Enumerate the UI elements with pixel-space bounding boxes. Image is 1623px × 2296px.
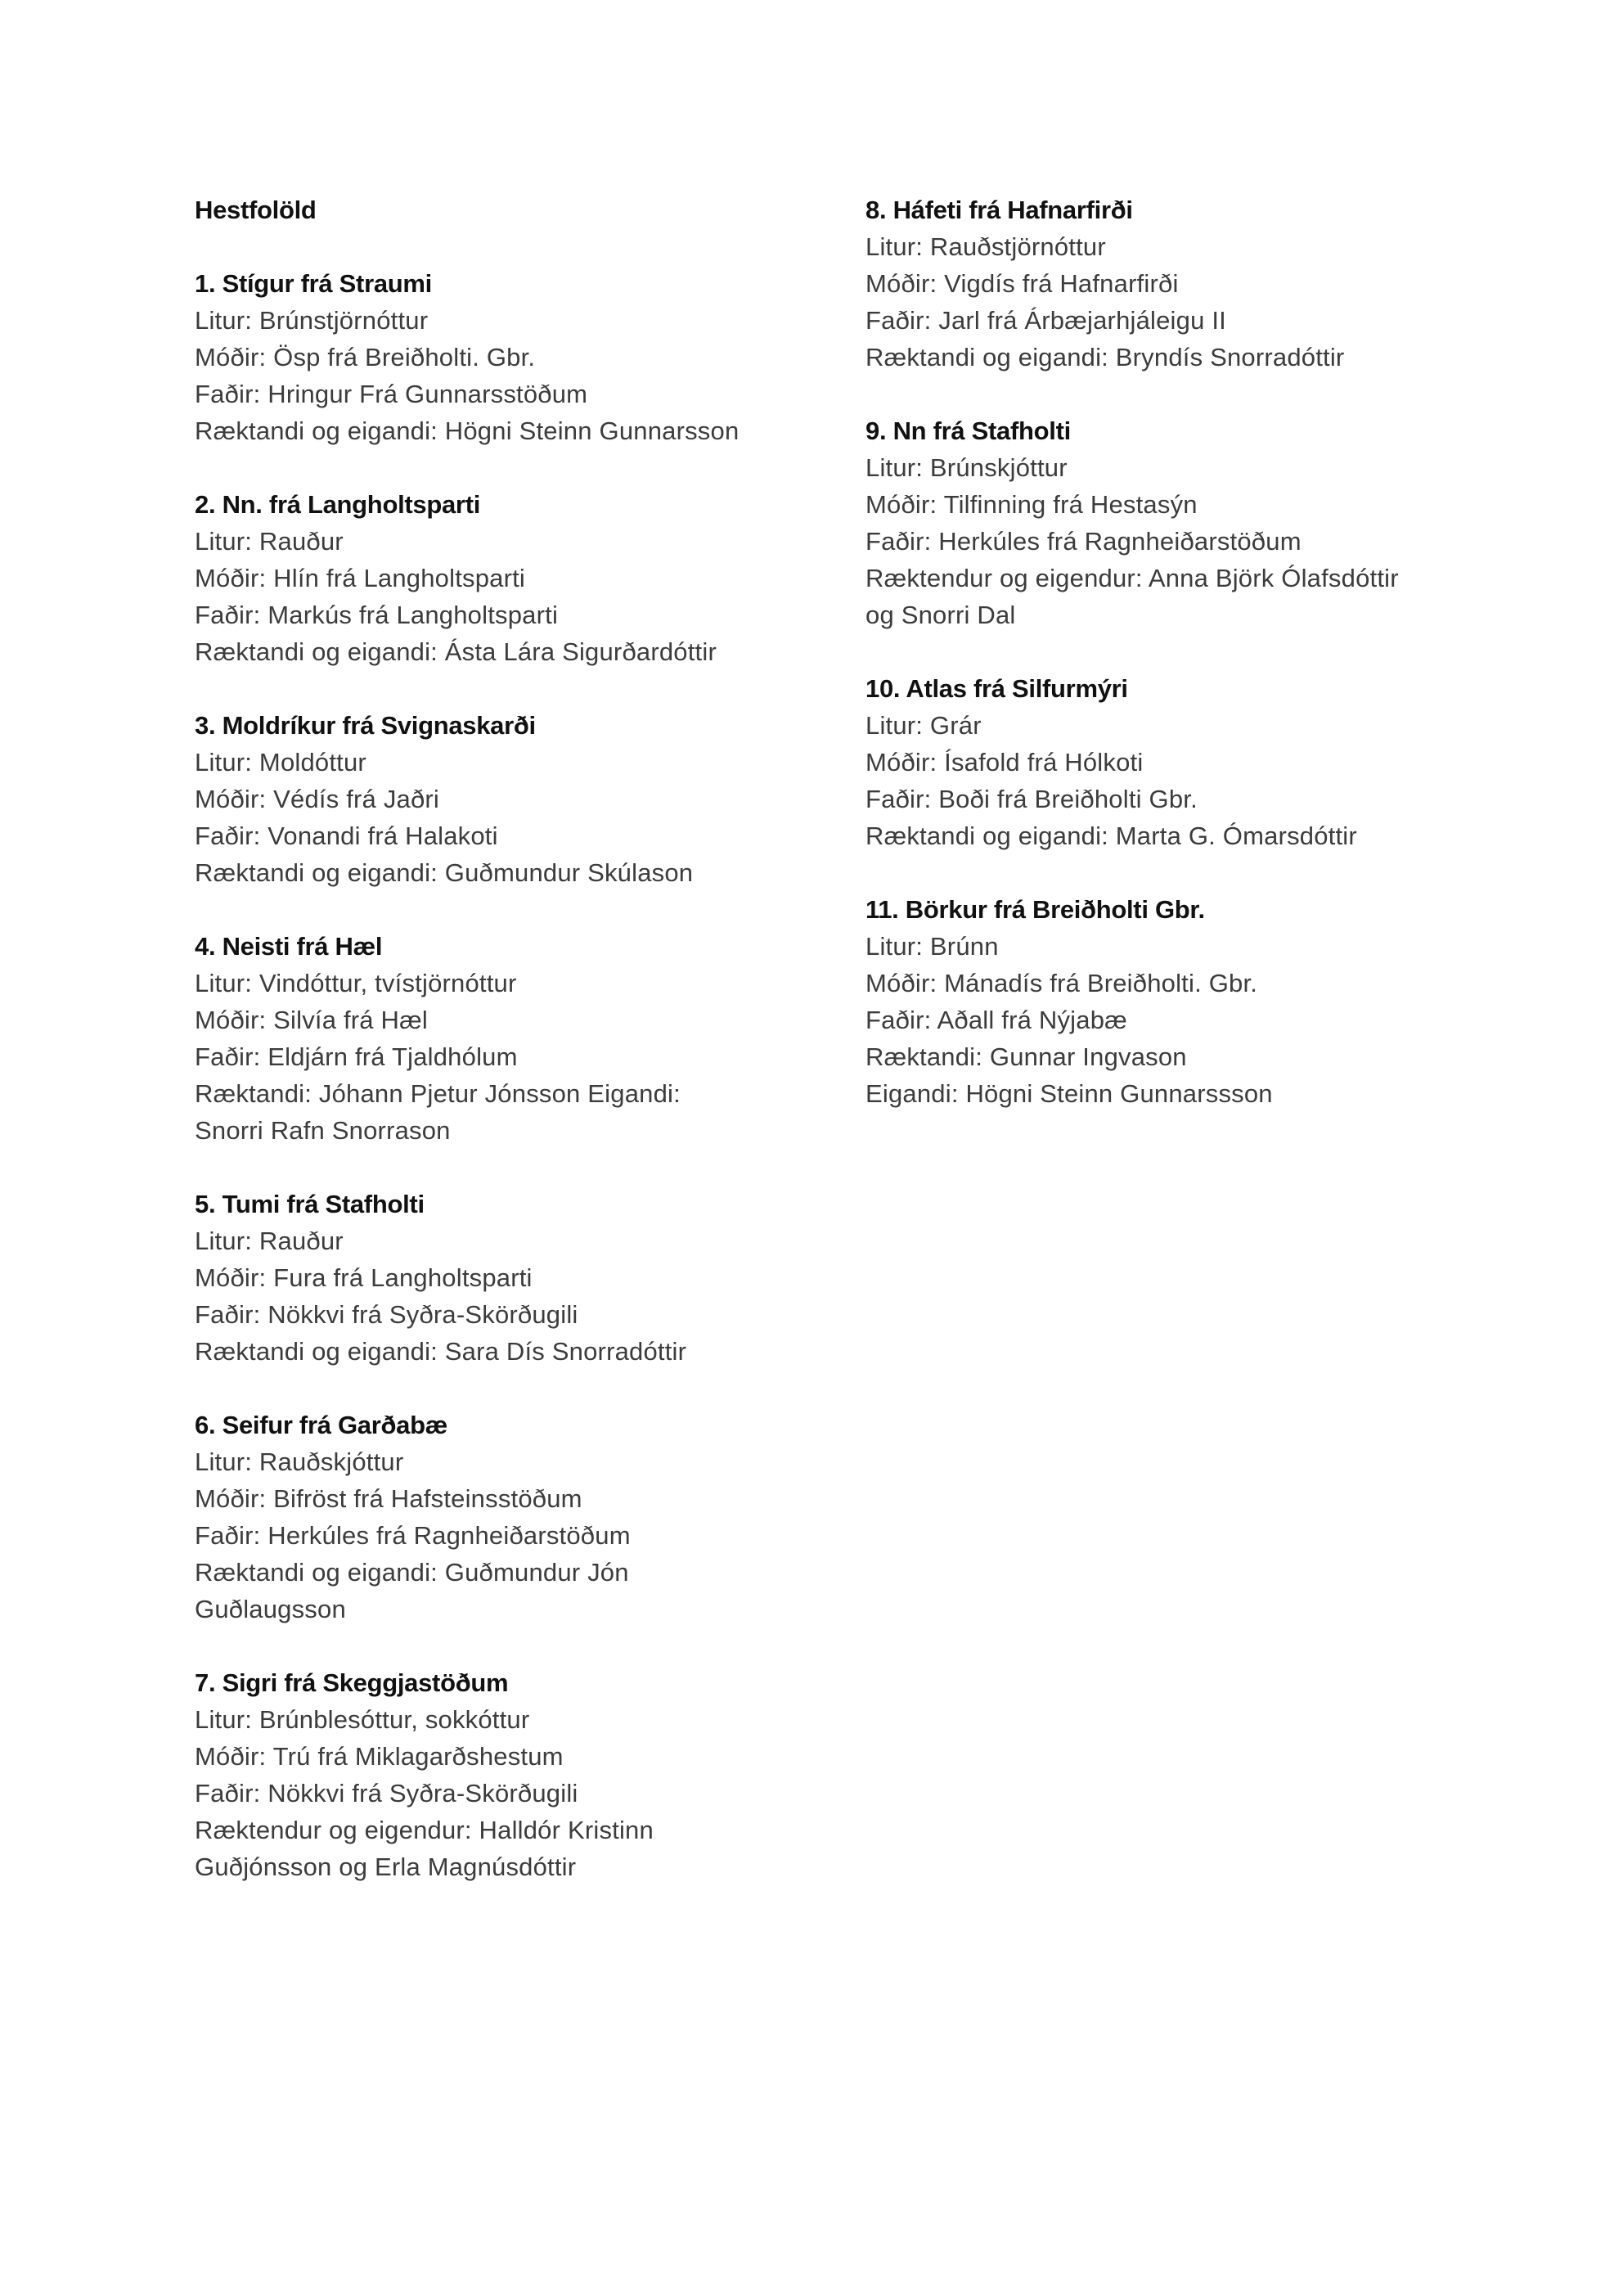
horse-name: 8. Háfeti frá Hafnarfirði <box>865 196 1133 224</box>
horse-detail-line: Faðir: Jarl frá Árbæjarhjáleigu II <box>865 306 1226 335</box>
horse-name: 4. Neisti frá Hæl <box>195 932 383 961</box>
horse-detail-line: og Snorri Dal <box>865 601 1016 629</box>
horse-entry <box>195 928 816 1186</box>
horse-detail-line: Ræktandi og eigandi: Marta G. Ómarsdóttir <box>865 822 1357 850</box>
horse-detail-line: Litur: Brúnskjóttur <box>865 453 1068 482</box>
horse-detail-line: Litur: Moldóttur <box>195 748 366 777</box>
horse-name: 7. Sigri frá Skeggjastöðum <box>195 1668 509 1697</box>
horse-detail-line: Móðir: Hlín frá Langholtsparti <box>195 564 526 592</box>
horse-detail-line: Litur: Rauður <box>195 1227 344 1255</box>
horse-detail-line: Móðir: Fura frá Langholtsparti <box>195 1263 533 1292</box>
horse-detail-line: Faðir: Nökkvi frá Syðra-Skörðugili <box>195 1779 578 1808</box>
horse-detail-line: Faðir: Aðall frá Nýjabæ <box>865 1006 1127 1034</box>
horse-detail-line: Ræktandi og eigandi: Guðmundur Jón <box>195 1558 629 1587</box>
spacer <box>195 670 816 707</box>
spacer <box>195 449 816 486</box>
horse-name: 3. Moldríkur frá Svignaskarði <box>195 711 536 740</box>
horse-detail-line: Litur: Vindóttur, tvístjörnóttur <box>195 969 517 997</box>
horse-detail-line: Móðir: Mánadís frá Breiðholti. Gbr. <box>865 969 1258 997</box>
horse-detail-line: Snorri Rafn Snorrason <box>195 1116 451 1145</box>
horse-detail-line: Litur: Brúnn <box>865 932 999 961</box>
horse-detail-line: Ræktandi og eigandi: Högni Steinn Gunnarsson <box>195 416 740 445</box>
horse-detail-line: Faðir: Markús frá Langholtsparti <box>195 601 559 629</box>
left-entries <box>195 265 816 1885</box>
horse-entry <box>195 1664 816 1885</box>
horse-entry <box>865 891 1454 1112</box>
horse-entry <box>195 707 816 928</box>
spacer <box>195 1149 816 1186</box>
spacer <box>865 633 1454 670</box>
spacer <box>195 891 816 928</box>
horse-detail-line: Faðir: Eldjárn frá Tjaldhólum <box>195 1042 518 1071</box>
horse-detail-line: Móðir: Védís frá Jaðri <box>195 785 440 813</box>
horse-name: 1. Stígur frá Straumi <box>195 269 432 298</box>
right-entries <box>865 191 1454 1112</box>
horse-detail-line: Móðir: Silvía frá Hæl <box>195 1006 428 1034</box>
horse-detail-line: Ræktandi og eigandi: Bryndís Snorradóttir <box>865 343 1345 371</box>
horse-name: 2. Nn. frá Langholtsparti <box>195 490 481 519</box>
horse-detail-line: Eigandi: Högni Steinn Gunnarssson <box>865 1079 1273 1108</box>
spacer <box>195 1370 816 1407</box>
horse-name: 9. Nn frá Stafholti <box>865 416 1071 445</box>
horse-entry <box>195 1186 816 1407</box>
spacer <box>195 228 816 265</box>
horse-detail-line: Faðir: Hringur Frá Gunnarsstöðum <box>195 380 588 408</box>
horse-entry <box>195 1407 816 1664</box>
horse-name: 5. Tumi frá Stafholti <box>195 1190 425 1218</box>
horse-detail-line: Litur: Brúnstjörnóttur <box>195 306 429 335</box>
horse-detail-line: Litur: Brúnblesóttur, sokkóttur <box>195 1705 530 1734</box>
left-column <box>195 191 816 1885</box>
horse-detail-line: Litur: Rauðskjóttur <box>195 1447 404 1476</box>
horse-entry <box>865 191 1454 412</box>
document-title: Hestfolöld <box>195 196 317 224</box>
horse-detail-line: Litur: Rauður <box>195 527 344 556</box>
spacer <box>195 1627 816 1664</box>
horse-name: 10. Atlas frá Silfurmýri <box>865 674 1128 703</box>
horse-detail-line: Ræktandi: Gunnar Ingvason <box>865 1042 1187 1071</box>
horse-entry <box>195 265 816 486</box>
right-column <box>865 191 1454 1112</box>
horse-detail-line: Móðir: Trú frá Miklagarðshestum <box>195 1742 564 1771</box>
horse-detail-line: Ræktandi og eigandi: Guðmundur Skúlason <box>195 858 694 887</box>
horse-detail-line: Faðir: Herkúles frá Ragnheiðarstöðum <box>865 527 1302 556</box>
horse-name: 11. Börkur frá Breiðholti Gbr. <box>865 895 1205 924</box>
spacer <box>865 854 1454 891</box>
horse-detail-line: Ræktendur og eigendur: Anna Björk Ólafsdóttir <box>865 564 1399 592</box>
horse-detail-line: Faðir: Vonandi frá Halakoti <box>195 822 498 850</box>
horse-detail-line: Móðir: Bifröst frá Hafsteinsstöðum <box>195 1484 582 1513</box>
horse-detail-line: Faðir: Herkúles frá Ragnheiðarstöðum <box>195 1521 631 1550</box>
horse-detail-line: Litur: Rauðstjörnóttur <box>865 232 1106 261</box>
horse-detail-line: Guðlaugsson <box>195 1595 346 1623</box>
horse-detail-line: Faðir: Nökkvi frá Syðra-Skörðugili <box>195 1300 578 1329</box>
spacer <box>865 376 1454 412</box>
horse-detail-line: Guðjónsson og Erla Magnúsdóttir <box>195 1853 577 1881</box>
horse-detail-line: Litur: Grár <box>865 711 982 740</box>
horse-entry <box>195 486 816 707</box>
horse-detail-line: Móðir: Ísafold frá Hólkoti <box>865 748 1144 777</box>
horse-entry <box>865 412 1454 670</box>
horse-detail-line: Ræktandi og eigandi: Ásta Lára Sigurðardóttir <box>195 637 717 666</box>
horse-detail-line: Ræktandi og eigandi: Sara Dís Snorradóttir <box>195 1337 687 1366</box>
horse-detail-line: Faðir: Boði frá Breiðholti Gbr. <box>865 785 1198 813</box>
horse-entry <box>865 670 1454 891</box>
horse-detail-line: Móðir: Vigdís frá Hafnarfirði <box>865 269 1179 298</box>
horse-name: 6. Seifur frá Garðabæ <box>195 1411 447 1439</box>
horse-detail-line: Móðir: Tilfinning frá Hestasýn <box>865 490 1198 519</box>
horse-detail-line: Ræktandi: Jóhann Pjetur Jónsson Eigandi: <box>195 1079 681 1108</box>
horse-detail-line: Ræktendur og eigendur: Halldór Kristinn <box>195 1816 654 1844</box>
horse-detail-line: Móðir: Ösp frá Breiðholti. Gbr. <box>195 343 536 371</box>
